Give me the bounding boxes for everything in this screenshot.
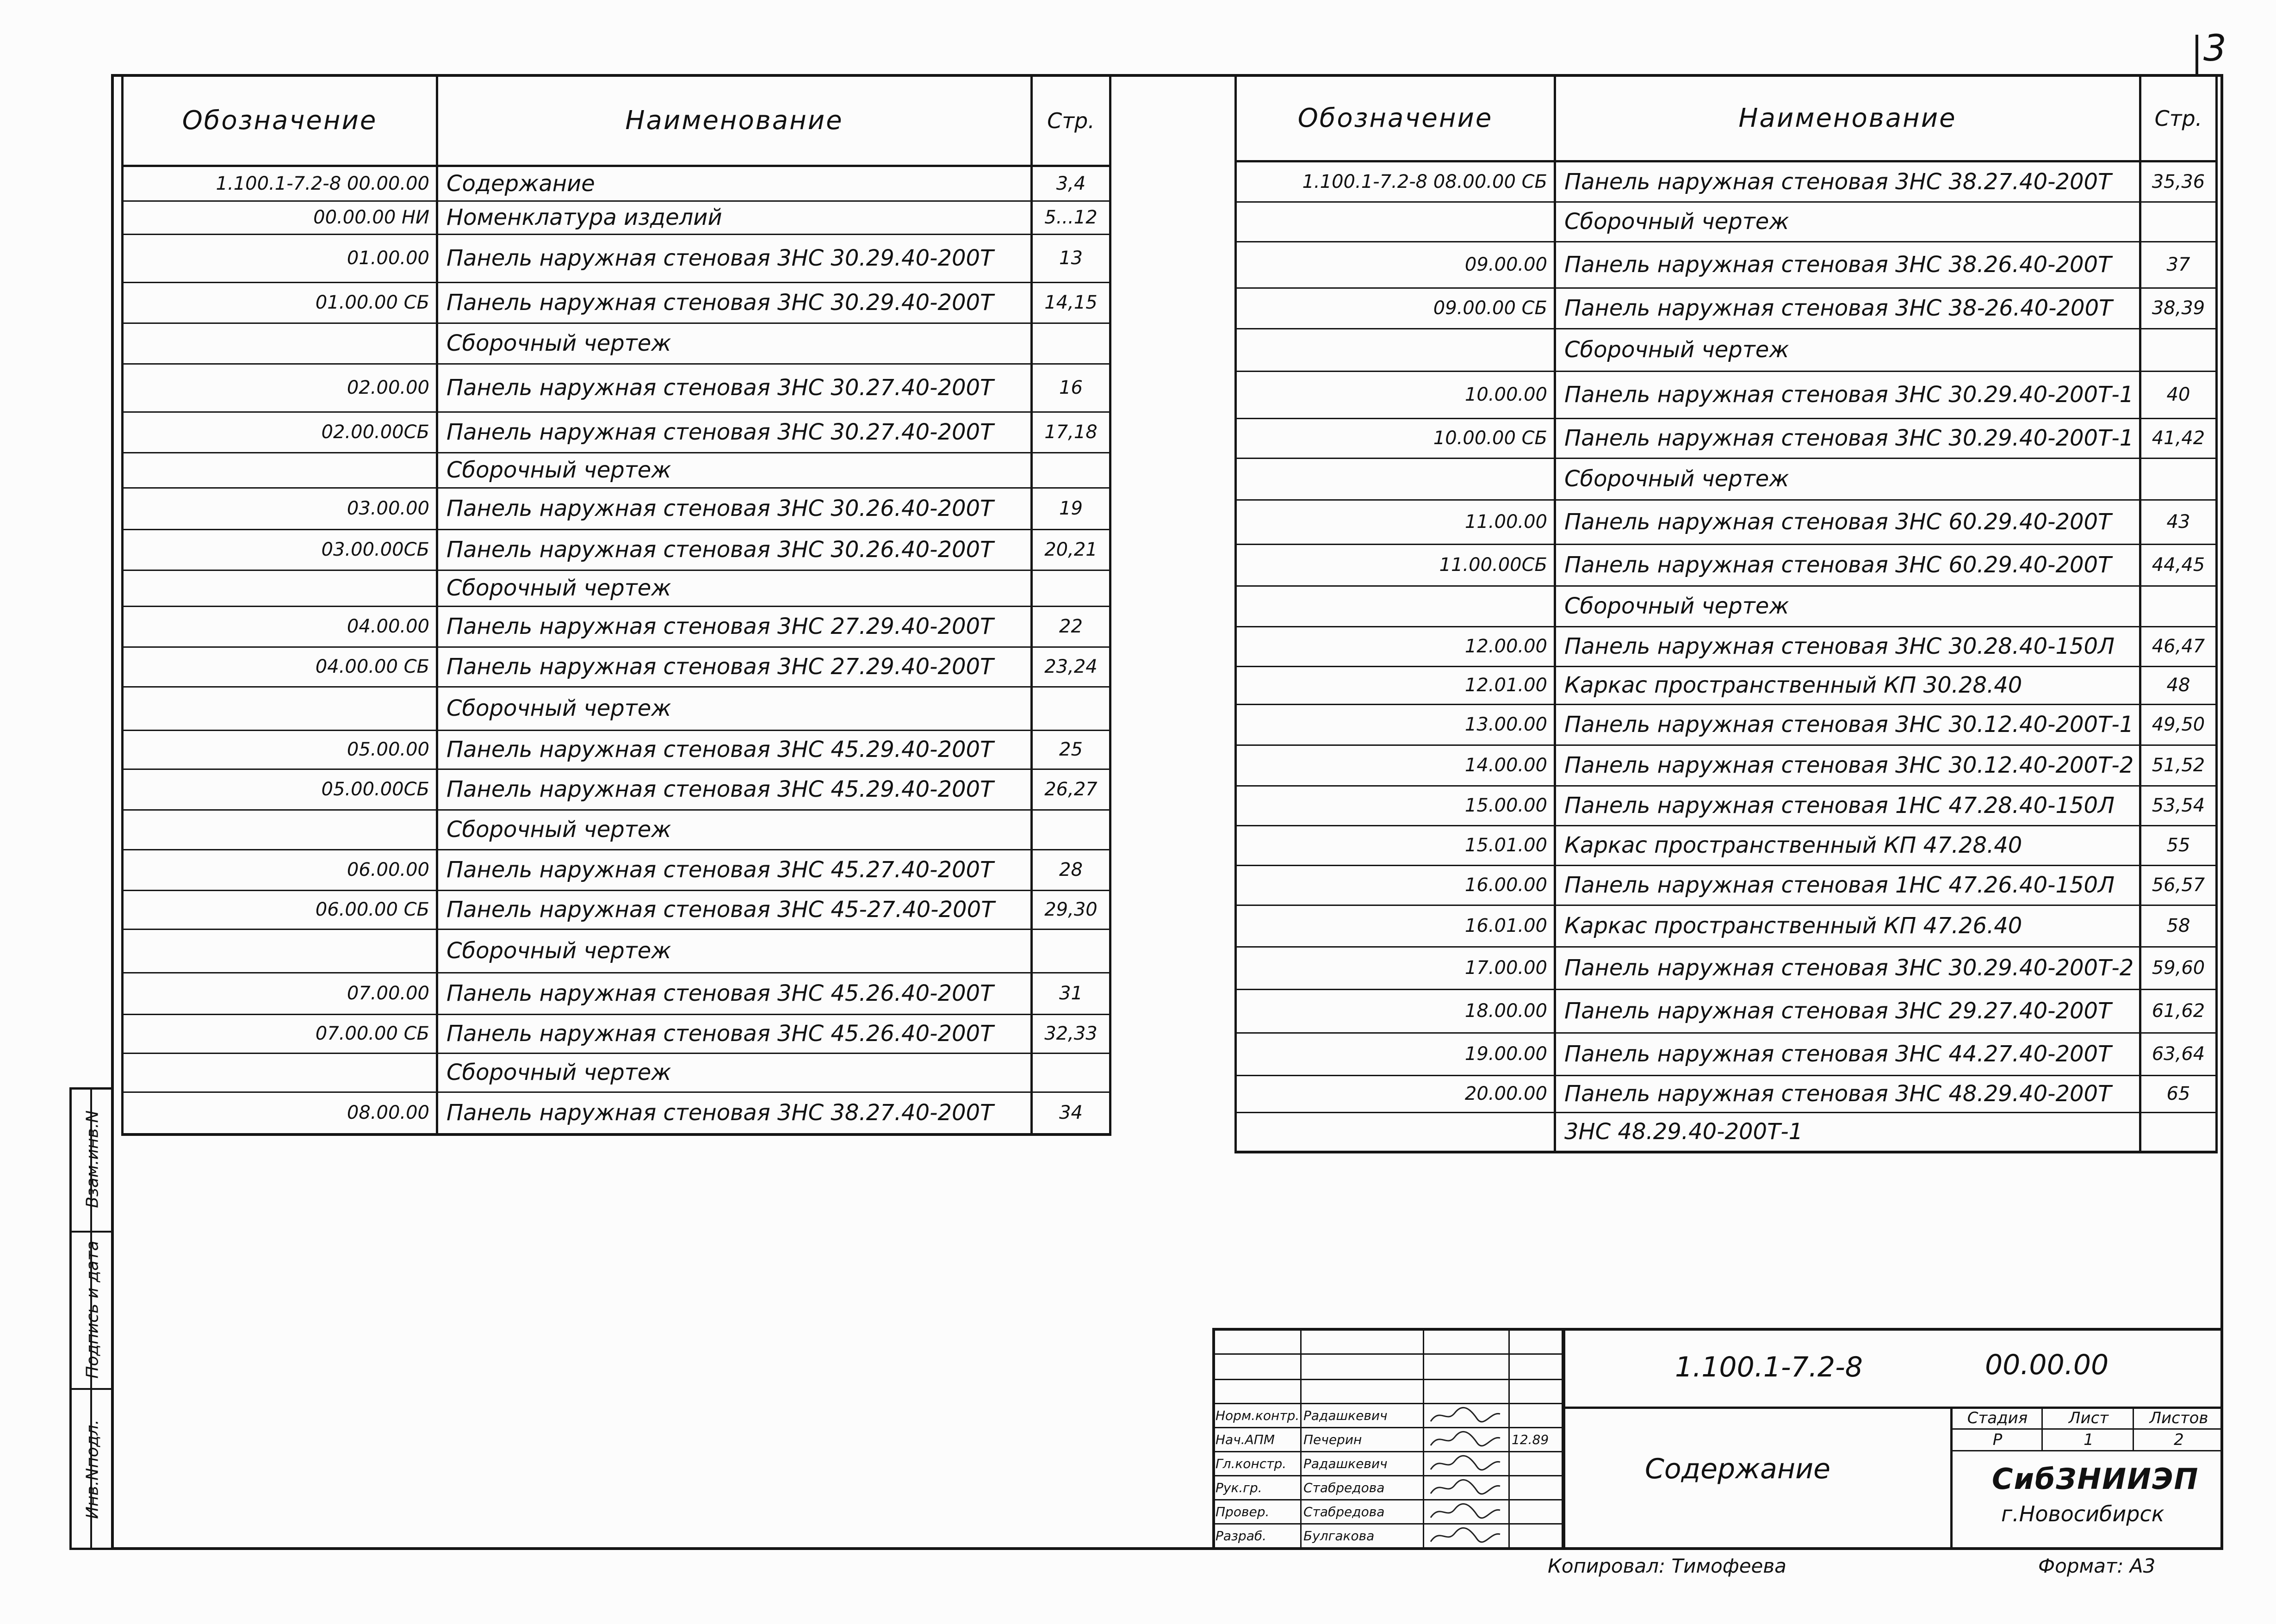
footer-copied: Копировал: Тимофеева <box>1548 1555 1786 1577</box>
cell-name: Панель наружная стеновая 3НС 38.27.40-200Т <box>1555 161 2140 202</box>
title-grid-cell <box>1300 1328 1424 1355</box>
table-row <box>123 570 1110 606</box>
cell-name: Панель наружная стеновая 3НС 30.26.40-200Т <box>437 529 1032 570</box>
cell-name: Каркас пространственный КП 30.28.40 <box>1555 666 2140 704</box>
cell-name: Сборочный чертеж <box>437 687 1032 730</box>
signature-cell <box>1423 1523 1510 1549</box>
contents-table-left <box>121 74 1111 1136</box>
cell-page: 26,27 <box>1032 769 1110 810</box>
cell-code: 12.00.00 <box>1236 626 1555 666</box>
table-row <box>123 973 1110 1014</box>
cell-page: 65 <box>2140 1075 2217 1112</box>
header-page-right: Стр. <box>2140 75 2217 161</box>
cell-page: 38,39 <box>2140 288 2217 329</box>
cell-name: Панель наружная стеновая 3НС 45.26.40-200Т <box>437 1014 1032 1053</box>
cell-page <box>1032 323 1110 364</box>
cell-page: 43 <box>2140 500 2217 544</box>
title-grid-cell <box>1508 1353 1565 1380</box>
table-row <box>123 647 1110 687</box>
signature-icon <box>1426 1429 1505 1451</box>
cell-code <box>1236 1112 1555 1152</box>
cell-name: Панель наружная стеновая 1НС 47.28.40-150Л <box>1555 786 2140 825</box>
cell-name: Панель наружная стеновая 3НС 30.29.40-200Т-2 <box>1555 947 2140 989</box>
table-row <box>1236 666 2217 704</box>
cell-name: Сборочный чертеж <box>1555 329 2140 371</box>
table-row <box>1236 161 2217 202</box>
cell-code <box>123 570 437 606</box>
org-name: СибЗНИИЭП <box>1992 1462 2199 1496</box>
cell-code: 05.00.00СБ <box>123 769 437 810</box>
table-row <box>1236 626 2217 666</box>
cell-code: 00.00.00 НИ <box>123 201 437 234</box>
strip-inv-podl: Инв.Nподл. <box>83 1419 102 1519</box>
title-doc-title: Содержание <box>1645 1453 1831 1485</box>
cell-code: 09.00.00 <box>1236 242 1555 288</box>
cell-code: 19.00.00 <box>1236 1033 1555 1075</box>
cell-code: 11.00.00СБ <box>1236 544 1555 586</box>
cell-name: Сборочный чертеж <box>1555 458 2140 500</box>
cell-code: 1.100.1-7.2-8 08.00.00 СБ <box>1236 161 1555 202</box>
cell-code: 11.00.00 <box>1236 500 1555 544</box>
table-row <box>123 810 1110 849</box>
role-label: Нач.АПМ <box>1212 1427 1302 1452</box>
cell-code <box>123 687 437 730</box>
cell-name: Панель наружная стеновая 3НС 38-26.40-200Т <box>1555 288 2140 329</box>
cell-page <box>1032 570 1110 606</box>
cell-name: Панель наружная стеновая 3НС 30.26.40-200Т <box>437 488 1032 529</box>
cell-code <box>1236 586 1555 626</box>
stage-label: Стадия <box>1950 1407 2043 1430</box>
cell-name: Содержание <box>437 166 1032 201</box>
cell-code: 04.00.00 <box>123 606 437 647</box>
cell-name: Панель наружная стеновая 3НС 60.29.40-200Т <box>1555 500 2140 544</box>
signature-icon <box>1426 1477 1505 1499</box>
cell-page: 3,4 <box>1032 166 1110 201</box>
cell-name: Панель наружная стеновая 3НС 30.28.40-150Л <box>1555 626 2140 666</box>
cell-page: 63,64 <box>2140 1033 2217 1075</box>
cell-code: 08.00.00 <box>123 1092 437 1134</box>
cell-name: 3НС 48.29.40-200Т-1 <box>1555 1112 2140 1152</box>
title-grid-cell <box>1423 1379 1510 1404</box>
table-row <box>123 323 1110 364</box>
cell-page: 22 <box>1032 606 1110 647</box>
cell-code: 17.00.00 <box>1236 947 1555 989</box>
cell-name: Панель наружная стеновая 3НС 27.29.40-200Т <box>437 647 1032 687</box>
role-label: Гл.констр. <box>1212 1451 1302 1476</box>
cell-code: 02.00.00СБ <box>123 412 437 452</box>
cell-name: Панель наружная стеновая 1НС 47.26.40-150Л <box>1555 865 2140 905</box>
role-label: Норм.контр. <box>1212 1403 1302 1428</box>
cell-code: 13.00.00 <box>1236 704 1555 745</box>
cell-page: 53,54 <box>2140 786 2217 825</box>
title-grid-cell <box>1423 1353 1510 1380</box>
table-row <box>1236 500 2217 544</box>
cell-page: 55 <box>2140 825 2217 865</box>
person-name: Печерин <box>1300 1427 1424 1452</box>
cell-name: Панель наружная стеновая 3НС 48.29.40-200Т <box>1555 1075 2140 1112</box>
header-name: Наименование <box>437 75 1032 166</box>
cell-page: 28 <box>1032 849 1110 890</box>
cell-name: Сборочный чертеж <box>437 323 1032 364</box>
cell-code: 09.00.00 СБ <box>1236 288 1555 329</box>
cell-name: Панель наружная стеновая 3НС 29.27.40-200Т <box>1555 989 2140 1033</box>
cell-page <box>2140 202 2217 242</box>
table-row <box>123 364 1110 412</box>
table-row <box>1236 329 2217 371</box>
table-row <box>1236 371 2217 418</box>
signature-cell <box>1423 1451 1510 1476</box>
cell-page: 31 <box>1032 973 1110 1014</box>
role-label: Рук.гр. <box>1212 1475 1302 1500</box>
cell-code <box>1236 458 1555 500</box>
table-row <box>1236 458 2217 500</box>
cell-code: 05.00.00 <box>123 730 437 769</box>
sheet-number: 3 <box>2203 28 2226 69</box>
cell-page: 16 <box>1032 364 1110 412</box>
cell-name: Панель наружная стеновая 3НС 45.29.40-200Т <box>437 769 1032 810</box>
table-row <box>1236 586 2217 626</box>
table-row <box>1236 288 2217 329</box>
cell-page: 41,42 <box>2140 418 2217 458</box>
cell-name: Сборочный чертеж <box>1555 202 2140 242</box>
cell-name: Панель наружная стеновая 3НС 30.29.40-200Т <box>437 282 1032 323</box>
sheets-label: Листов <box>2133 1407 2223 1430</box>
cell-page: 35,36 <box>2140 161 2217 202</box>
sheets-value: 2 <box>2133 1428 2223 1451</box>
cell-code: 01.00.00 СБ <box>123 282 437 323</box>
cell-page: 20,21 <box>1032 529 1110 570</box>
table-row <box>123 412 1110 452</box>
cell-code: 07.00.00 СБ <box>123 1014 437 1053</box>
table-row <box>1236 989 2217 1033</box>
cell-page: 25 <box>1032 730 1110 769</box>
table-row <box>1236 704 2217 745</box>
cell-page: 23,24 <box>1032 647 1110 687</box>
cell-page <box>1032 929 1110 973</box>
stage-value: Р <box>1950 1428 2043 1451</box>
person-name: Радашкевич <box>1300 1451 1424 1476</box>
cell-code <box>1236 329 1555 371</box>
cell-name: Номенклатура изделий <box>437 201 1032 234</box>
signature-icon <box>1426 1405 1505 1427</box>
cell-code <box>123 323 437 364</box>
header-name-right: Наименование <box>1555 75 2140 161</box>
cell-name: Панель наружная стеновая 3НС 30.27.40-200Т <box>437 412 1032 452</box>
cell-name: Сборочный чертеж <box>437 452 1032 488</box>
cell-name: Панель наружная стеновая 3НС 30.29.40-200Т-1 <box>1555 418 2140 458</box>
role-label: Провер. <box>1212 1499 1302 1525</box>
table-row <box>123 201 1110 234</box>
cell-code <box>123 810 437 849</box>
cell-page: 17,18 <box>1032 412 1110 452</box>
cell-page: 5...12 <box>1032 201 1110 234</box>
signature-cell <box>1423 1475 1510 1500</box>
date-cell: 12.89 <box>1508 1427 1565 1452</box>
table-row <box>1236 202 2217 242</box>
cell-code: 1.100.1-7.2-8 00.00.00 <box>123 166 437 201</box>
cell-page: 37 <box>2140 242 2217 288</box>
cell-code: 15.01.00 <box>1236 825 1555 865</box>
table-row <box>1236 947 2217 989</box>
cell-name: Панель наружная стеновая 3НС 30.29.40-200Т <box>437 234 1032 282</box>
table-row <box>1236 544 2217 586</box>
title-grid-cell <box>1212 1379 1302 1404</box>
cell-page <box>2140 458 2217 500</box>
cell-name: Сборочный чертеж <box>437 570 1032 606</box>
title-grid-cell <box>1508 1328 1565 1355</box>
table-row <box>1236 905 2217 947</box>
title-grid-cell <box>1300 1379 1424 1404</box>
cell-page: 59,60 <box>2140 947 2217 989</box>
cell-code: 10.00.00 СБ <box>1236 418 1555 458</box>
date-empty-cell <box>1508 1475 1565 1500</box>
cell-page <box>1032 810 1110 849</box>
cell-code: 10.00.00 <box>1236 371 1555 418</box>
contents-table-right <box>1234 74 2218 1153</box>
footer-format: Формат: А3 <box>2038 1555 2156 1577</box>
title-grid-cell <box>1300 1353 1424 1380</box>
cell-code: 03.00.00СБ <box>123 529 437 570</box>
signature-cell <box>1423 1427 1510 1452</box>
table-row <box>123 606 1110 647</box>
signature-icon <box>1426 1501 1505 1523</box>
cell-name: Каркас пространственный КП 47.26.40 <box>1555 905 2140 947</box>
title-grid-cell <box>1212 1328 1302 1355</box>
cell-code: 03.00.00 <box>123 488 437 529</box>
cell-code: 06.00.00 СБ <box>123 890 437 929</box>
table-row <box>123 1014 1110 1053</box>
cell-code <box>1236 202 1555 242</box>
cell-page: 44,45 <box>2140 544 2217 586</box>
cell-code <box>123 929 437 973</box>
table-row <box>1236 1112 2217 1152</box>
cell-page <box>2140 329 2217 371</box>
cell-page: 29,30 <box>1032 890 1110 929</box>
person-name: Булгакова <box>1300 1523 1424 1549</box>
table-row <box>123 234 1110 282</box>
signature-icon <box>1426 1453 1505 1475</box>
table-row <box>123 769 1110 810</box>
person-name: Радашкевич <box>1300 1403 1424 1428</box>
header-designation: Обозначение <box>123 75 437 166</box>
cell-code: 04.00.00 СБ <box>123 647 437 687</box>
strip-vzam-inv: Взам.инв.N <box>83 1110 102 1209</box>
cell-code: 16.00.00 <box>1236 865 1555 905</box>
cell-code: 12.01.00 <box>1236 666 1555 704</box>
cell-page <box>2140 1112 2217 1152</box>
signature-cell <box>1423 1403 1510 1428</box>
cell-name: Панель наружная стеновая 3НС 45.26.40-200Т <box>437 973 1032 1014</box>
cell-page: 51,52 <box>2140 745 2217 786</box>
cell-name: Панель наружная стеновая 3НС 30.27.40-200Т <box>437 364 1032 412</box>
header-designation-right: Обозначение <box>1236 75 1555 161</box>
cell-code: 07.00.00 <box>123 973 437 1014</box>
title-doc-code: 1.100.1-7.2-8 <box>1675 1351 1863 1383</box>
table-row <box>123 929 1110 973</box>
cell-name: Каркас пространственный КП 47.28.40 <box>1555 825 2140 865</box>
sheet-number-divider <box>2195 35 2198 74</box>
cell-code: 02.00.00 <box>123 364 437 412</box>
table-row <box>1236 242 2217 288</box>
sheet-label: Лист <box>2041 1407 2134 1430</box>
table-row <box>1236 418 2217 458</box>
cell-page: 58 <box>2140 905 2217 947</box>
table-row <box>123 529 1110 570</box>
cell-code: 15.00.00 <box>1236 786 1555 825</box>
person-name: Стабредова <box>1300 1475 1424 1500</box>
table-row <box>123 890 1110 929</box>
cell-name: Панель наружная стеновая 3НС 45-27.40-200Т <box>437 890 1032 929</box>
title-grid-cell <box>1212 1353 1302 1380</box>
cell-code <box>123 1053 437 1092</box>
cell-name: Панель наружная стеновая 3НС 38.26.40-200Т <box>1555 242 2140 288</box>
cell-name: Сборочный чертеж <box>437 929 1032 973</box>
table-row <box>123 166 1110 201</box>
role-label: Разраб. <box>1212 1523 1302 1549</box>
date-empty-cell <box>1508 1499 1565 1525</box>
table-row <box>1236 745 2217 786</box>
table-row <box>123 282 1110 323</box>
cell-page <box>1032 687 1110 730</box>
cell-page: 61,62 <box>2140 989 2217 1033</box>
table-row <box>1236 825 2217 865</box>
signature-cell <box>1423 1499 1510 1525</box>
cell-page: 49,50 <box>2140 704 2217 745</box>
table-row <box>123 849 1110 890</box>
cell-code: 06.00.00 <box>123 849 437 890</box>
table-row <box>1236 865 2217 905</box>
cell-page: 48 <box>2140 666 2217 704</box>
cell-name: Панель наружная стеновая 3НС 30.12.40-200Т-1 <box>1555 704 2140 745</box>
title-grid-cell <box>1508 1379 1565 1404</box>
table-row <box>123 488 1110 529</box>
strip-podpis-data: Подпись и дата <box>83 1240 102 1379</box>
org-city: г.Новосибирск <box>2001 1501 2164 1526</box>
cell-name: Панель наружная стеновая 3НС 45.29.40-200Т <box>437 730 1032 769</box>
cell-page: 34 <box>1032 1092 1110 1134</box>
table-row <box>1236 786 2217 825</box>
cell-page <box>2140 586 2217 626</box>
person-name: Стабредова <box>1300 1499 1424 1525</box>
cell-code: 20.00.00 <box>1236 1075 1555 1112</box>
cell-code: 16.01.00 <box>1236 905 1555 947</box>
title-doc-number: 00.00.00 <box>1985 1349 2109 1381</box>
cell-page: 32,33 <box>1032 1014 1110 1053</box>
table-row <box>123 730 1110 769</box>
table-row <box>123 452 1110 488</box>
cell-code: 01.00.00 <box>123 234 437 282</box>
cell-page: 13 <box>1032 234 1110 282</box>
cell-code <box>123 452 437 488</box>
title-grid-cell <box>1423 1328 1510 1355</box>
cell-name: Сборочный чертеж <box>437 810 1032 849</box>
cell-name: Панель наружная стеновая 3НС 45.27.40-200Т <box>437 849 1032 890</box>
signature-icon <box>1426 1525 1505 1547</box>
table-row <box>123 1092 1110 1134</box>
cell-name: Панель наружная стеновая 3НС 38.27.40-200Т <box>437 1092 1032 1134</box>
cell-code: 18.00.00 <box>1236 989 1555 1033</box>
cell-page <box>1032 452 1110 488</box>
table-row <box>123 1053 1110 1092</box>
cell-name: Панель наружная стеновая 3НС 60.29.40-200Т <box>1555 544 2140 586</box>
table-row <box>1236 1033 2217 1075</box>
cell-name: Панель наружная стеновая 3НС 30.12.40-200Т-2 <box>1555 745 2140 786</box>
cell-page: 56,57 <box>2140 865 2217 905</box>
cell-name: Сборочный чертеж <box>437 1053 1032 1092</box>
cell-name: Панель наружная стеновая 3НС 44.27.40-200Т <box>1555 1033 2140 1075</box>
cell-code: 14.00.00 <box>1236 745 1555 786</box>
cell-name: Сборочный чертеж <box>1555 586 2140 626</box>
header-page: Стр. <box>1032 75 1110 166</box>
date-empty-cell <box>1508 1523 1565 1549</box>
table-row <box>123 687 1110 730</box>
cell-name: Панель наружная стеновая 3НС 30.29.40-200Т-1 <box>1555 371 2140 418</box>
date-empty-cell <box>1508 1451 1565 1476</box>
cell-page: 19 <box>1032 488 1110 529</box>
cell-page <box>1032 1053 1110 1092</box>
cell-page: 14,15 <box>1032 282 1110 323</box>
sheet-value: 1 <box>2041 1428 2134 1451</box>
date-empty-cell <box>1508 1403 1565 1428</box>
cell-name: Панель наружная стеновая 3НС 27.29.40-200Т <box>437 606 1032 647</box>
cell-page: 40 <box>2140 371 2217 418</box>
table-row <box>1236 1075 2217 1112</box>
cell-page: 46,47 <box>2140 626 2217 666</box>
